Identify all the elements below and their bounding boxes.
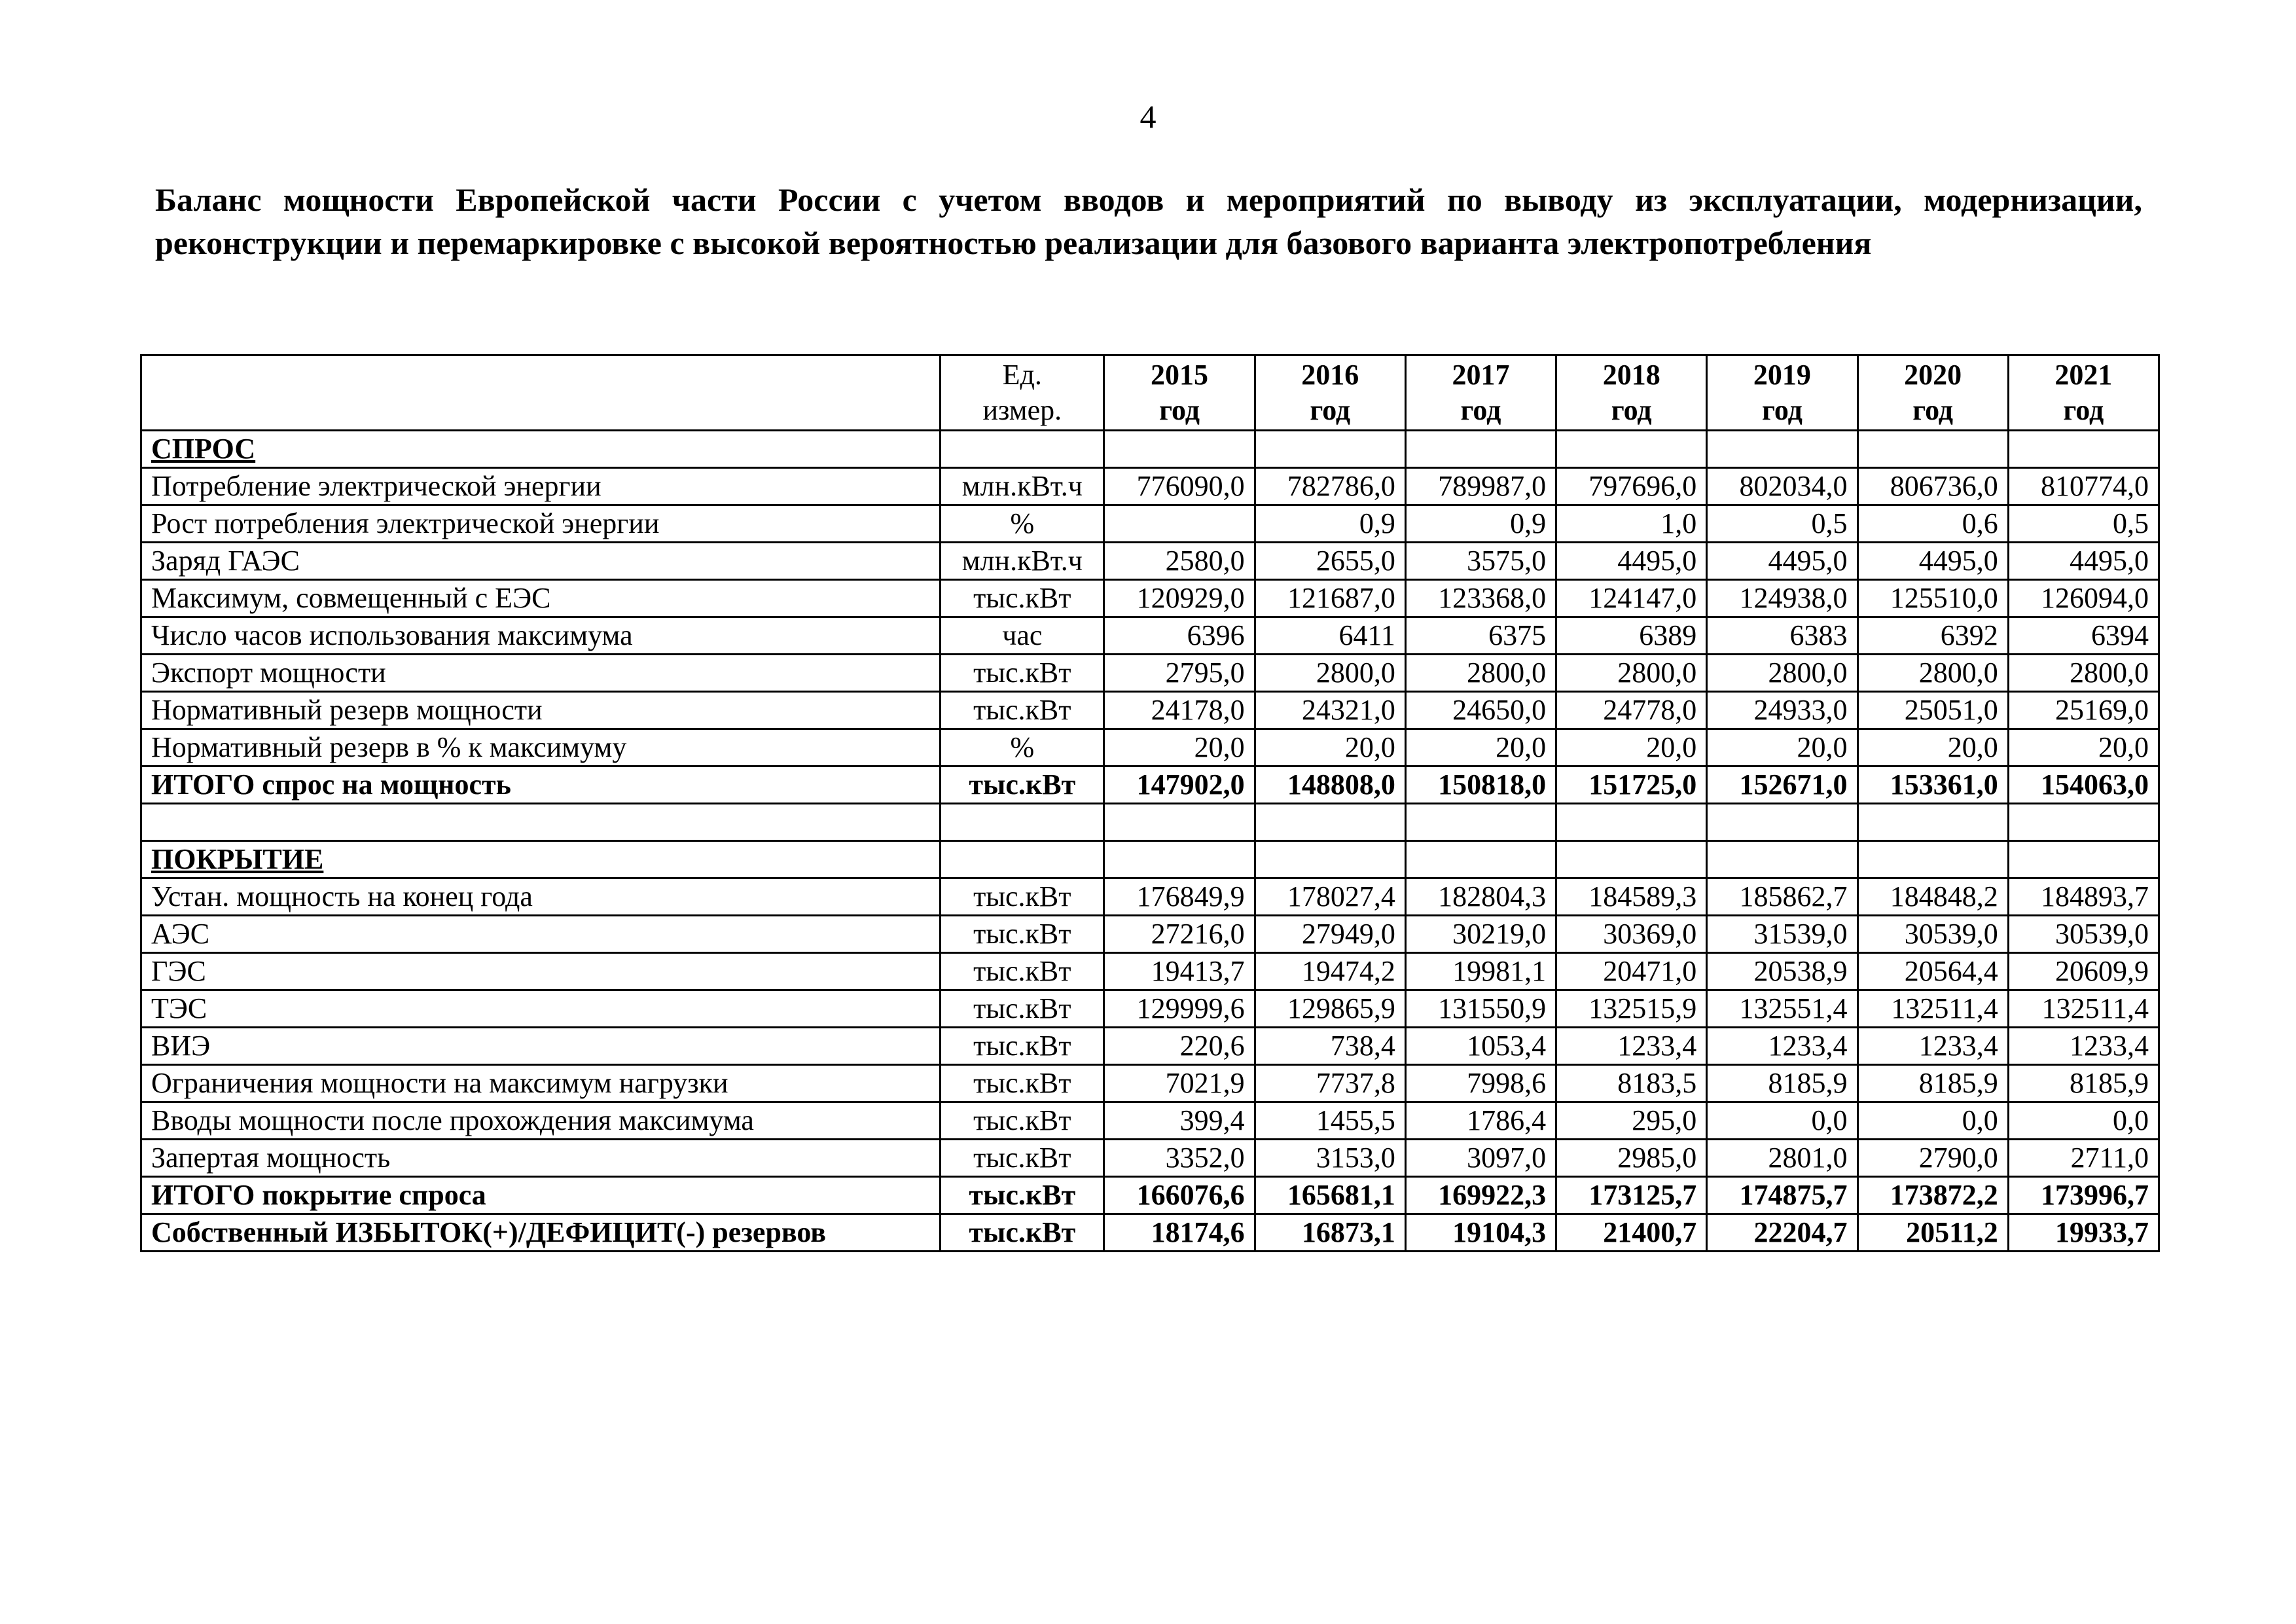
value-cell: 295,0 [1556,1102,1707,1140]
value-cell: 2800,0 [1405,655,1556,692]
row-label-cell [141,543,941,580]
table-row [141,1140,2159,1177]
value-cell: 184893,7 [2008,878,2159,916]
value-cell: 25169,0 [2008,692,2159,729]
row-label-cell [141,692,941,729]
value-cell: 19413,7 [1104,953,1255,990]
value-cell [1707,841,1857,878]
value-cell: 20471,0 [1556,953,1707,990]
value-cell: 22204,7 [1707,1214,1857,1252]
row-label: Устан. мощность на конец года [151,880,533,912]
value-cell: 797696,0 [1556,468,1707,505]
row-label-cell [141,1065,941,1102]
year-suffix: год [1460,394,1501,426]
value-cell: 1053,4 [1405,1028,1556,1065]
unit-cell [941,841,1104,878]
value-cell: 185862,7 [1707,878,1857,916]
value-cell [1104,804,1255,841]
row-label: Потребление электрической энергии [151,470,601,502]
page-number: 4 [1139,98,1157,135]
value-cell [1405,804,1556,841]
row-label: Вводы мощности после прохождения максимума [151,1104,754,1136]
row-label-cell [141,1214,941,1252]
header-unit-cell [941,355,1104,431]
value-cell: 148808,0 [1255,767,1405,804]
row-label: Заряд ГАЭС [151,545,300,577]
table-row [141,1028,2159,1065]
year-label: 2021 [2054,359,2113,391]
value-cell: 132515,9 [1556,990,1707,1028]
value-cell: 1786,4 [1405,1102,1556,1140]
value-cell: 6396 [1104,617,1255,655]
value-cell: 6394 [2008,617,2159,655]
header-year-2020 [1857,355,2008,431]
table-row [141,878,2159,916]
value-cell: 31539,0 [1707,916,1857,953]
value-cell: 24178,0 [1104,692,1255,729]
value-cell: 7021,9 [1104,1065,1255,1102]
unit-cell: тыс.кВт [941,580,1104,617]
row-label: Собственный ИЗБЫТОК(+)/ДЕФИЦИТ(-) резервов [151,1216,827,1248]
table-row [141,655,2159,692]
value-cell: 24650,0 [1405,692,1556,729]
table-row [141,543,2159,580]
value-cell: 126094,0 [2008,580,2159,617]
value-cell: 802034,0 [1707,468,1857,505]
value-cell: 20,0 [1556,729,1707,767]
row-label-cell [141,505,941,543]
row-label: ИТОГО покрытие спроса [151,1179,486,1211]
header-year-2017 [1405,355,1556,431]
value-cell: 132511,4 [2008,990,2159,1028]
value-cell: 154063,0 [2008,767,2159,804]
header-year-2021 [2008,355,2159,431]
value-cell: 30369,0 [1556,916,1707,953]
row-label-cell [141,655,941,692]
value-cell [1104,841,1255,878]
table-row [141,692,2159,729]
unit-cell: тыс.кВт [941,1065,1104,1102]
value-cell: 129865,9 [1255,990,1405,1028]
unit-cell: % [941,505,1104,543]
year-suffix: год [2063,394,2104,426]
value-cell: 810774,0 [2008,468,2159,505]
value-cell: 20,0 [1405,729,1556,767]
value-cell [1255,841,1405,878]
value-cell: 30219,0 [1405,916,1556,953]
unit-cell: тыс.кВт [941,1214,1104,1252]
year-suffix: год [1761,394,1803,426]
value-cell: 27216,0 [1104,916,1255,953]
value-cell: 789987,0 [1405,468,1556,505]
row-label: Число часов использования максимума [151,619,633,651]
value-cell: 8185,9 [2008,1065,2159,1102]
value-cell [1857,431,2008,468]
value-cell: 123368,0 [1405,580,1556,617]
table-row [141,505,2159,543]
unit-cell: час [941,617,1104,655]
table-row [141,617,2159,655]
row-label: ТЭС [151,992,207,1024]
row-label: Нормативный резерв мощности [151,694,543,726]
value-cell: 2800,0 [1707,655,1857,692]
year-label: 2015 [1151,359,1209,391]
value-cell: 18174,6 [1104,1214,1255,1252]
value-cell [1556,804,1707,841]
value-cell [1255,431,1405,468]
document-title: Баланс мощности Европейской части России с учетом вводов и мероприятий по выводу из эксплуатации, модернизации, реконструкции и перемаркировке с высокой вероятностью реализации для базового варианта электропотребления [155,181,2142,261]
value-cell: 173872,2 [1857,1177,2008,1214]
value-cell [1707,804,1857,841]
value-cell: 6392 [1857,617,2008,655]
unit-cell: млн.кВт.ч [941,468,1104,505]
value-cell: 20,0 [1104,729,1255,767]
value-cell [1556,431,1707,468]
value-cell: 124147,0 [1556,580,1707,617]
value-cell [1104,431,1255,468]
value-cell: 2800,0 [1857,655,2008,692]
row-label-cell [141,916,941,953]
year-suffix: год [1310,394,1351,426]
section-heading: ПОКРЫТИЕ [151,843,324,875]
table-row [141,1065,2159,1102]
value-cell: 8185,9 [1707,1065,1857,1102]
value-cell: 20564,4 [1857,953,2008,990]
value-cell: 6383 [1707,617,1857,655]
section-row [141,841,2159,878]
value-cell: 19933,7 [2008,1214,2159,1252]
row-label-cell [141,617,941,655]
row-label: Максимум, совмещенный с ЕЭС [151,582,551,614]
value-cell: 16873,1 [1255,1214,1405,1252]
row-label-cell [141,1102,941,1140]
value-cell: 2801,0 [1707,1140,1857,1177]
value-cell [1405,841,1556,878]
value-cell: 169922,3 [1405,1177,1556,1214]
unit-cell: тыс.кВт [941,692,1104,729]
value-cell: 4495,0 [2008,543,2159,580]
value-cell: 3097,0 [1405,1140,1556,1177]
value-cell [2008,431,2159,468]
value-cell: 19474,2 [1255,953,1405,990]
row-label: Ограничения мощности на максимум нагрузки [151,1067,728,1099]
value-cell: 20,0 [2008,729,2159,767]
header-year-2018 [1556,355,1707,431]
value-cell: 2711,0 [2008,1140,2159,1177]
row-label-cell [141,431,941,468]
value-cell: 20,0 [1857,729,2008,767]
value-cell: 132551,4 [1707,990,1857,1028]
value-cell: 184589,3 [1556,878,1707,916]
value-cell: 3352,0 [1104,1140,1255,1177]
unit-cell [941,804,1104,841]
value-cell: 131550,9 [1405,990,1556,1028]
value-cell [1405,431,1556,468]
value-cell: 0,5 [2008,505,2159,543]
table-body [141,431,2159,1252]
row-label: Рост потребления электрической энергии [151,507,660,539]
value-cell: 19104,3 [1405,1214,1556,1252]
table-row [141,729,2159,767]
value-cell: 4495,0 [1857,543,2008,580]
unit-cell: тыс.кВт [941,1102,1104,1140]
value-cell: 151725,0 [1556,767,1707,804]
value-cell: 738,4 [1255,1028,1405,1065]
table-row [141,953,2159,990]
value-cell: 3153,0 [1255,1140,1405,1177]
value-cell: 125510,0 [1857,580,2008,617]
value-cell: 4495,0 [1707,543,1857,580]
unit-cell: тыс.кВт [941,878,1104,916]
value-cell: 19981,1 [1405,953,1556,990]
unit-cell: тыс.кВт [941,953,1104,990]
header-year-2019 [1707,355,1857,431]
value-cell: 220,6 [1104,1028,1255,1065]
value-cell: 806736,0 [1857,468,2008,505]
table-header-row [141,355,2159,431]
row-label: Запертая мощность [151,1142,391,1174]
row-label-cell [141,1140,941,1177]
value-cell: 0,0 [1857,1102,2008,1140]
value-cell: 2985,0 [1556,1140,1707,1177]
value-cell: 129999,6 [1104,990,1255,1028]
value-cell [1857,804,2008,841]
section-heading: СПРОС [151,433,256,465]
value-cell: 173125,7 [1556,1177,1707,1214]
value-cell: 782786,0 [1255,468,1405,505]
value-cell: 152671,0 [1707,767,1857,804]
row-label-cell [141,580,941,617]
value-cell: 8183,5 [1556,1065,1707,1102]
value-cell: 776090,0 [1104,468,1255,505]
year-suffix: год [1159,394,1200,426]
value-cell: 6375 [1405,617,1556,655]
value-cell: 147902,0 [1104,767,1255,804]
value-cell: 182804,3 [1405,878,1556,916]
year-label: 2018 [1602,359,1660,391]
value-cell: 2790,0 [1857,1140,2008,1177]
unit-cell [941,431,1104,468]
value-cell [1707,431,1857,468]
value-cell: 7737,8 [1255,1065,1405,1102]
value-cell: 132511,4 [1857,990,2008,1028]
value-cell: 1,0 [1556,505,1707,543]
value-cell [2008,804,2159,841]
value-cell: 6411 [1255,617,1405,655]
value-cell: 1233,4 [1857,1028,2008,1065]
value-cell: 166076,6 [1104,1177,1255,1214]
row-label-cell [141,990,941,1028]
value-cell: 20,0 [1255,729,1405,767]
unit-cell: тыс.кВт [941,655,1104,692]
row-label: Экспорт мощности [151,657,386,689]
year-suffix: год [1912,394,1954,426]
value-cell: 165681,1 [1255,1177,1405,1214]
value-cell: 0,5 [1707,505,1857,543]
unit-cell: млн.кВт.ч [941,543,1104,580]
unit-cell: тыс.кВт [941,916,1104,953]
row-label-cell [141,1177,941,1214]
row-label-cell [141,1028,941,1065]
value-cell: 7998,6 [1405,1065,1556,1102]
total-row [141,767,2159,804]
row-label: ВИЭ [151,1030,211,1062]
value-cell: 20,0 [1707,729,1857,767]
value-cell: 2795,0 [1104,655,1255,692]
value-cell [1104,505,1255,543]
value-cell: 176849,9 [1104,878,1255,916]
value-cell: 184848,2 [1857,878,2008,916]
value-cell: 6389 [1556,617,1707,655]
value-cell: 2655,0 [1255,543,1405,580]
value-cell: 0,0 [2008,1102,2159,1140]
value-cell [1556,841,1707,878]
row-label-cell [141,804,941,841]
value-cell: 27949,0 [1255,916,1405,953]
row-label: ГЭС [151,955,206,987]
value-cell: 121687,0 [1255,580,1405,617]
row-label-cell [141,767,941,804]
value-cell: 30539,0 [2008,916,2159,953]
value-cell: 178027,4 [1255,878,1405,916]
unit-cell: тыс.кВт [941,990,1104,1028]
value-cell: 1233,4 [2008,1028,2159,1065]
value-cell [1857,841,2008,878]
row-label-cell [141,953,941,990]
year-label: 2016 [1301,359,1359,391]
value-cell: 3575,0 [1405,543,1556,580]
value-cell: 1455,5 [1255,1102,1405,1140]
section-row [141,431,2159,468]
table-row [141,1102,2159,1140]
unit-cell: тыс.кВт [941,1177,1104,1214]
value-cell: 174875,7 [1707,1177,1857,1214]
value-cell [1255,804,1405,841]
value-cell: 21400,7 [1556,1214,1707,1252]
table-row [141,916,2159,953]
value-cell: 4495,0 [1556,543,1707,580]
value-cell: 24778,0 [1556,692,1707,729]
header-indicator-cell [141,355,941,431]
value-cell [2008,841,2159,878]
value-cell: 1233,4 [1707,1028,1857,1065]
unit-cell: тыс.кВт [941,1028,1104,1065]
row-label-cell [141,729,941,767]
value-cell: 20511,2 [1857,1214,2008,1252]
unit-cell: % [941,729,1104,767]
value-cell: 120929,0 [1104,580,1255,617]
value-cell: 150818,0 [1405,767,1556,804]
value-cell: 2800,0 [1255,655,1405,692]
unit-cell: тыс.кВт [941,767,1104,804]
value-cell: 8185,9 [1857,1065,2008,1102]
header-year-2015 [1104,355,1255,431]
header-year-2016 [1255,355,1405,431]
blank-row [141,804,2159,841]
value-cell: 24321,0 [1255,692,1405,729]
unit-cell: тыс.кВт [941,1140,1104,1177]
total-row [141,1214,2159,1252]
table-row [141,990,2159,1028]
value-cell: 25051,0 [1857,692,2008,729]
value-cell: 124938,0 [1707,580,1857,617]
row-label-cell [141,878,941,916]
row-label: АЭС [151,918,210,950]
table-row [141,580,2159,617]
year-label: 2020 [1904,359,1962,391]
table-row [141,468,2159,505]
value-cell: 2800,0 [2008,655,2159,692]
value-cell: 1233,4 [1556,1028,1707,1065]
unit-header-line2: измер. [982,394,1062,426]
value-cell: 24933,0 [1707,692,1857,729]
value-cell: 153361,0 [1857,767,2008,804]
value-cell: 0,9 [1255,505,1405,543]
value-cell: 20609,9 [2008,953,2159,990]
row-label: ИТОГО спрос на мощность [151,768,511,801]
total-row [141,1177,2159,1214]
value-cell: 399,4 [1104,1102,1255,1140]
value-cell: 173996,7 [2008,1177,2159,1214]
value-cell: 0,6 [1857,505,2008,543]
value-cell: 30539,0 [1857,916,2008,953]
power-balance-table [140,354,2160,1252]
unit-header-line1: Ед. [1002,359,1042,391]
row-label-cell [141,841,941,878]
row-label: Нормативный резерв в % к максимуму [151,731,627,763]
year-label: 2017 [1452,359,1510,391]
value-cell: 0,0 [1707,1102,1857,1140]
value-cell: 2580,0 [1104,543,1255,580]
year-label: 2019 [1753,359,1811,391]
value-cell: 0,9 [1405,505,1556,543]
value-cell: 2800,0 [1556,655,1707,692]
year-suffix: год [1611,394,1652,426]
row-label-cell [141,468,941,505]
value-cell: 20538,9 [1707,953,1857,990]
